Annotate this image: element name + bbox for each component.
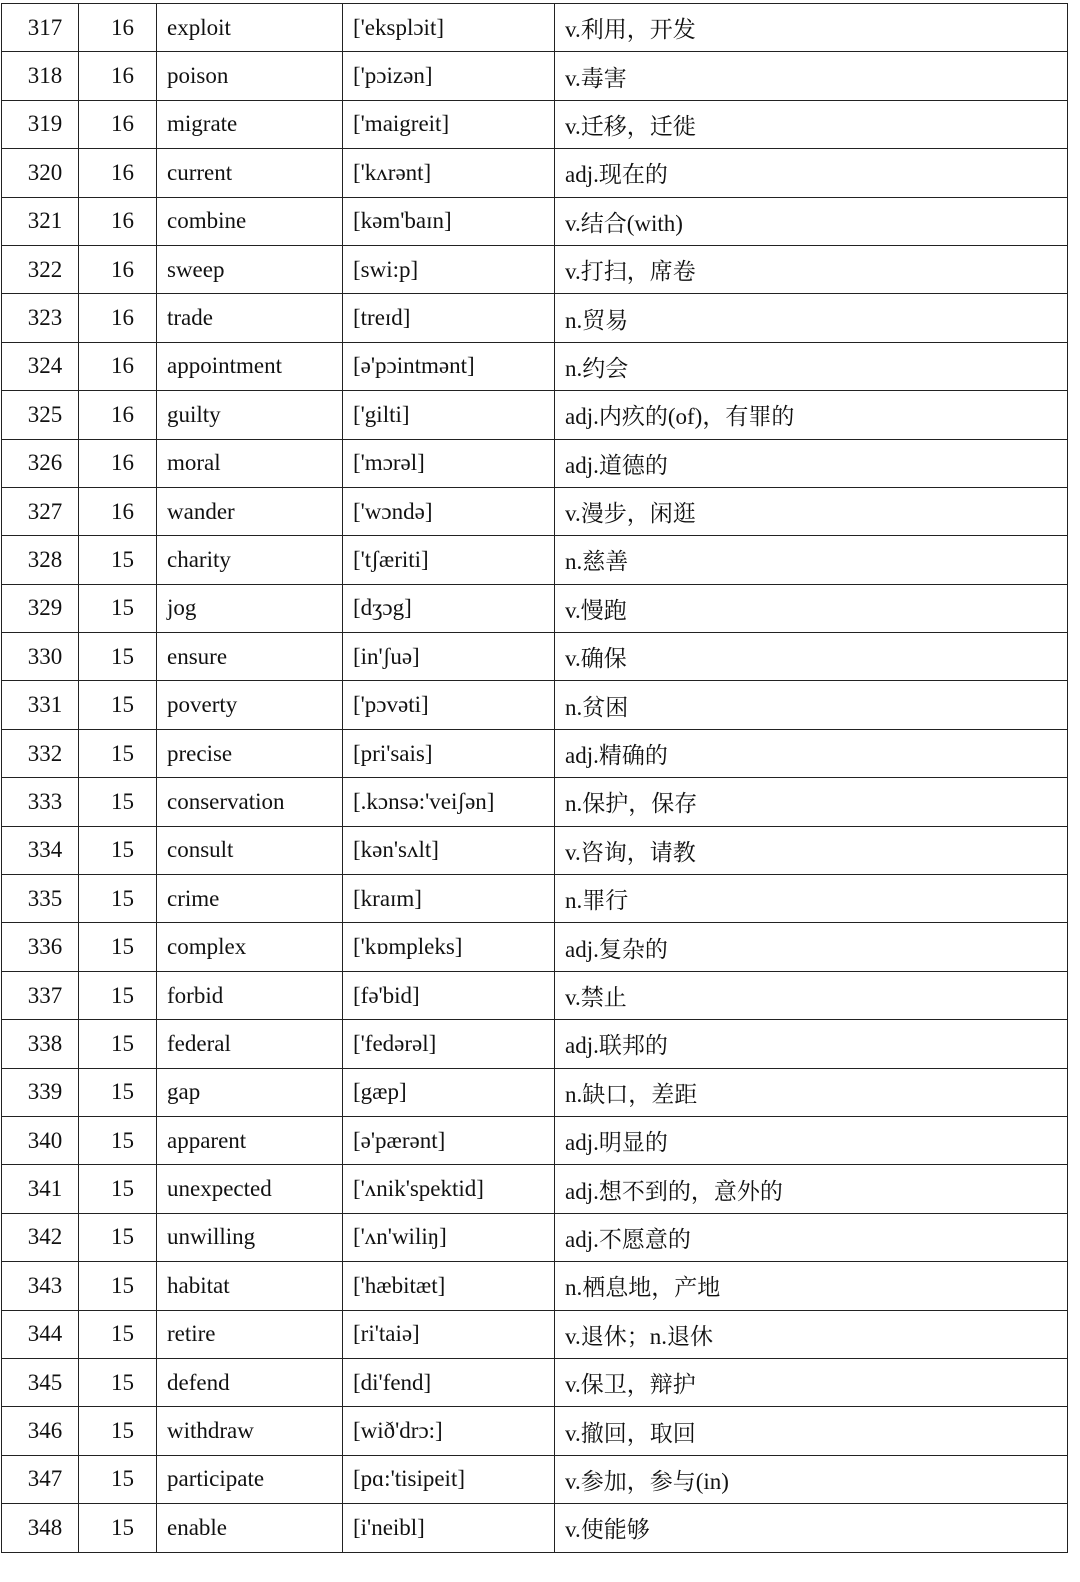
phonetic-cell: [kən'sʌlt] bbox=[343, 826, 555, 874]
meaning-cell: n.罪行 bbox=[555, 875, 1068, 923]
table-row bbox=[2, 1262, 1068, 1310]
meaning-cell: adj.精确的 bbox=[555, 729, 1068, 777]
word-cell: federal bbox=[157, 1020, 343, 1068]
meaning-cell: adj.不愿意的 bbox=[555, 1213, 1068, 1261]
row-number-cell: 328 bbox=[2, 536, 79, 584]
meaning-cell: n.贫困 bbox=[555, 681, 1068, 729]
meaning-cell: v.毒害 bbox=[555, 52, 1068, 100]
phonetic-cell: [fə'bid] bbox=[343, 971, 555, 1019]
meaning-cell: adj.复杂的 bbox=[555, 923, 1068, 971]
row-number-cell: 324 bbox=[2, 342, 79, 390]
phonetic-cell: [pɑ:'tisipeit] bbox=[343, 1455, 555, 1503]
word-cell: current bbox=[157, 149, 343, 197]
table-row bbox=[2, 729, 1068, 777]
row-number-cell: 323 bbox=[2, 294, 79, 342]
frequency-cell: 15 bbox=[79, 923, 157, 971]
phonetic-cell: [wið'drɔ:] bbox=[343, 1407, 555, 1455]
meaning-cell: n.约会 bbox=[555, 342, 1068, 390]
table-row bbox=[2, 971, 1068, 1019]
frequency-cell: 16 bbox=[79, 100, 157, 148]
vocabulary-table-body bbox=[2, 4, 1068, 1553]
phonetic-cell: ['fedərəl] bbox=[343, 1020, 555, 1068]
frequency-cell: 15 bbox=[79, 1116, 157, 1164]
frequency-cell: 15 bbox=[79, 1068, 157, 1116]
meaning-cell: adj.现在的 bbox=[555, 149, 1068, 197]
phonetic-cell: [pri'sais] bbox=[343, 729, 555, 777]
row-number-cell: 317 bbox=[2, 4, 79, 52]
word-cell: migrate bbox=[157, 100, 343, 148]
frequency-cell: 15 bbox=[79, 826, 157, 874]
table-row bbox=[2, 1165, 1068, 1213]
meaning-cell: v.打扫，席卷 bbox=[555, 245, 1068, 293]
word-cell: unexpected bbox=[157, 1165, 343, 1213]
frequency-cell: 15 bbox=[79, 1310, 157, 1358]
frequency-cell: 16 bbox=[79, 439, 157, 487]
meaning-cell: adj.道德的 bbox=[555, 439, 1068, 487]
table-row bbox=[2, 1358, 1068, 1406]
word-cell: wander bbox=[157, 487, 343, 535]
meaning-cell: v.撤回，取回 bbox=[555, 1407, 1068, 1455]
table-row bbox=[2, 584, 1068, 632]
meaning-cell: adj.想不到的，意外的 bbox=[555, 1165, 1068, 1213]
row-number-cell: 337 bbox=[2, 971, 79, 1019]
frequency-cell: 16 bbox=[79, 391, 157, 439]
table-row bbox=[2, 681, 1068, 729]
meaning-cell: v.禁止 bbox=[555, 971, 1068, 1019]
frequency-cell: 16 bbox=[79, 342, 157, 390]
word-cell: jog bbox=[157, 584, 343, 632]
word-cell: appointment bbox=[157, 342, 343, 390]
phonetic-cell: ['tʃæriti] bbox=[343, 536, 555, 584]
word-cell: trade bbox=[157, 294, 343, 342]
frequency-cell: 15 bbox=[79, 584, 157, 632]
meaning-cell: v.咨询，请教 bbox=[555, 826, 1068, 874]
word-cell: precise bbox=[157, 729, 343, 777]
phonetic-cell: ['eksplɔit] bbox=[343, 4, 555, 52]
row-number-cell: 330 bbox=[2, 633, 79, 681]
phonetic-cell: ['kʌrənt] bbox=[343, 149, 555, 197]
phonetic-cell: [ri'taiə] bbox=[343, 1310, 555, 1358]
row-number-cell: 326 bbox=[2, 439, 79, 487]
word-cell: sweep bbox=[157, 245, 343, 293]
table-row bbox=[2, 391, 1068, 439]
word-cell: combine bbox=[157, 197, 343, 245]
word-cell: participate bbox=[157, 1455, 343, 1503]
phonetic-cell: ['kɒmpleks] bbox=[343, 923, 555, 971]
frequency-cell: 15 bbox=[79, 1358, 157, 1406]
frequency-cell: 16 bbox=[79, 52, 157, 100]
phonetic-cell: ['wɔndə] bbox=[343, 487, 555, 535]
row-number-cell: 319 bbox=[2, 100, 79, 148]
phonetic-cell: [dʒɔg] bbox=[343, 584, 555, 632]
word-cell: withdraw bbox=[157, 1407, 343, 1455]
word-cell: unwilling bbox=[157, 1213, 343, 1261]
phonetic-cell: [ə'pærənt] bbox=[343, 1116, 555, 1164]
table-row bbox=[2, 1213, 1068, 1261]
meaning-cell: v.确保 bbox=[555, 633, 1068, 681]
frequency-cell: 15 bbox=[79, 1407, 157, 1455]
vocabulary-table bbox=[1, 3, 1068, 1553]
phonetic-cell: ['gilti] bbox=[343, 391, 555, 439]
table-row bbox=[2, 1020, 1068, 1068]
word-cell: forbid bbox=[157, 971, 343, 1019]
meaning-cell: v.保卫，辩护 bbox=[555, 1358, 1068, 1406]
row-number-cell: 334 bbox=[2, 826, 79, 874]
phonetic-cell: [.kɔnsə:'veiʃən] bbox=[343, 778, 555, 826]
frequency-cell: 16 bbox=[79, 149, 157, 197]
row-number-cell: 344 bbox=[2, 1310, 79, 1358]
frequency-cell: 15 bbox=[79, 681, 157, 729]
row-number-cell: 339 bbox=[2, 1068, 79, 1116]
frequency-cell: 15 bbox=[79, 729, 157, 777]
table-row bbox=[2, 633, 1068, 681]
row-number-cell: 327 bbox=[2, 487, 79, 535]
meaning-cell: v.使能够 bbox=[555, 1504, 1068, 1552]
frequency-cell: 16 bbox=[79, 4, 157, 52]
row-number-cell: 343 bbox=[2, 1262, 79, 1310]
word-cell: complex bbox=[157, 923, 343, 971]
phonetic-cell: [kraɪm] bbox=[343, 875, 555, 923]
table-row bbox=[2, 197, 1068, 245]
table-row bbox=[2, 342, 1068, 390]
frequency-cell: 15 bbox=[79, 1213, 157, 1261]
phonetic-cell: ['hæbitæt] bbox=[343, 1262, 555, 1310]
table-row bbox=[2, 1068, 1068, 1116]
frequency-cell: 15 bbox=[79, 1020, 157, 1068]
word-cell: ensure bbox=[157, 633, 343, 681]
word-cell: guilty bbox=[157, 391, 343, 439]
phonetic-cell: [treɪd] bbox=[343, 294, 555, 342]
table-row bbox=[2, 1310, 1068, 1358]
phonetic-cell: ['pɔizən] bbox=[343, 52, 555, 100]
frequency-cell: 15 bbox=[79, 1455, 157, 1503]
meaning-cell: adj.内疚的(of)，有罪的 bbox=[555, 391, 1068, 439]
row-number-cell: 346 bbox=[2, 1407, 79, 1455]
frequency-cell: 16 bbox=[79, 197, 157, 245]
phonetic-cell: [ə'pɔintmənt] bbox=[343, 342, 555, 390]
row-number-cell: 329 bbox=[2, 584, 79, 632]
frequency-cell: 15 bbox=[79, 536, 157, 584]
table-row bbox=[2, 439, 1068, 487]
word-cell: habitat bbox=[157, 1262, 343, 1310]
row-number-cell: 318 bbox=[2, 52, 79, 100]
frequency-cell: 15 bbox=[79, 1504, 157, 1552]
phonetic-cell: ['ʌn'wiliŋ] bbox=[343, 1213, 555, 1261]
row-number-cell: 341 bbox=[2, 1165, 79, 1213]
table-row bbox=[2, 4, 1068, 52]
row-number-cell: 320 bbox=[2, 149, 79, 197]
table-row bbox=[2, 245, 1068, 293]
row-number-cell: 335 bbox=[2, 875, 79, 923]
meaning-cell: n.栖息地，产地 bbox=[555, 1262, 1068, 1310]
phonetic-cell: [di'fend] bbox=[343, 1358, 555, 1406]
row-number-cell: 333 bbox=[2, 778, 79, 826]
word-cell: moral bbox=[157, 439, 343, 487]
word-cell: consult bbox=[157, 826, 343, 874]
frequency-cell: 15 bbox=[79, 1262, 157, 1310]
row-number-cell: 325 bbox=[2, 391, 79, 439]
table-row bbox=[2, 826, 1068, 874]
table-row bbox=[2, 1407, 1068, 1455]
word-cell: charity bbox=[157, 536, 343, 584]
row-number-cell: 338 bbox=[2, 1020, 79, 1068]
table-row bbox=[2, 100, 1068, 148]
meaning-cell: adj.明显的 bbox=[555, 1116, 1068, 1164]
word-cell: exploit bbox=[157, 4, 343, 52]
meaning-cell: n.缺口，差距 bbox=[555, 1068, 1068, 1116]
meaning-cell: n.贸易 bbox=[555, 294, 1068, 342]
word-cell: crime bbox=[157, 875, 343, 923]
row-number-cell: 348 bbox=[2, 1504, 79, 1552]
table-row bbox=[2, 52, 1068, 100]
phonetic-cell: [kəm'baɪn] bbox=[343, 197, 555, 245]
phonetic-cell: ['mɔrəl] bbox=[343, 439, 555, 487]
row-number-cell: 332 bbox=[2, 729, 79, 777]
word-cell: defend bbox=[157, 1358, 343, 1406]
row-number-cell: 342 bbox=[2, 1213, 79, 1261]
frequency-cell: 16 bbox=[79, 294, 157, 342]
frequency-cell: 15 bbox=[79, 778, 157, 826]
meaning-cell: v.利用，开发 bbox=[555, 4, 1068, 52]
word-cell: poison bbox=[157, 52, 343, 100]
word-cell: apparent bbox=[157, 1116, 343, 1164]
meaning-cell: adj.联邦的 bbox=[555, 1020, 1068, 1068]
meaning-cell: n.慈善 bbox=[555, 536, 1068, 584]
table-row bbox=[2, 536, 1068, 584]
phonetic-cell: [in'ʃuə] bbox=[343, 633, 555, 681]
meaning-cell: v.慢跑 bbox=[555, 584, 1068, 632]
word-cell: retire bbox=[157, 1310, 343, 1358]
phonetic-cell: ['maigreit] bbox=[343, 100, 555, 148]
table-row bbox=[2, 1116, 1068, 1164]
table-row bbox=[2, 294, 1068, 342]
phonetic-cell: ['pɔvəti] bbox=[343, 681, 555, 729]
row-number-cell: 331 bbox=[2, 681, 79, 729]
table-row bbox=[2, 487, 1068, 535]
word-cell: gap bbox=[157, 1068, 343, 1116]
table-row bbox=[2, 1455, 1068, 1503]
meaning-cell: v.迁移，迁徙 bbox=[555, 100, 1068, 148]
meaning-cell: v.漫步，闲逛 bbox=[555, 487, 1068, 535]
frequency-cell: 15 bbox=[79, 875, 157, 923]
frequency-cell: 16 bbox=[79, 245, 157, 293]
table-row bbox=[2, 778, 1068, 826]
word-cell: enable bbox=[157, 1504, 343, 1552]
row-number-cell: 340 bbox=[2, 1116, 79, 1164]
row-number-cell: 321 bbox=[2, 197, 79, 245]
phonetic-cell: [gæp] bbox=[343, 1068, 555, 1116]
table-row bbox=[2, 923, 1068, 971]
frequency-cell: 16 bbox=[79, 487, 157, 535]
frequency-cell: 15 bbox=[79, 1165, 157, 1213]
table-row bbox=[2, 149, 1068, 197]
word-cell: conservation bbox=[157, 778, 343, 826]
row-number-cell: 322 bbox=[2, 245, 79, 293]
word-cell: poverty bbox=[157, 681, 343, 729]
phonetic-cell: [i'neibl] bbox=[343, 1504, 555, 1552]
phonetic-cell: [swi:p] bbox=[343, 245, 555, 293]
meaning-cell: v.结合(with) bbox=[555, 197, 1068, 245]
meaning-cell: v.退休；n.退休 bbox=[555, 1310, 1068, 1358]
meaning-cell: n.保护，保存 bbox=[555, 778, 1068, 826]
table-row bbox=[2, 1504, 1068, 1552]
frequency-cell: 15 bbox=[79, 633, 157, 681]
table-row bbox=[2, 875, 1068, 923]
frequency-cell: 15 bbox=[79, 971, 157, 1019]
row-number-cell: 345 bbox=[2, 1358, 79, 1406]
meaning-cell: v.参加，参与(in) bbox=[555, 1455, 1068, 1503]
row-number-cell: 347 bbox=[2, 1455, 79, 1503]
phonetic-cell: ['ʌnik'spektid] bbox=[343, 1165, 555, 1213]
row-number-cell: 336 bbox=[2, 923, 79, 971]
